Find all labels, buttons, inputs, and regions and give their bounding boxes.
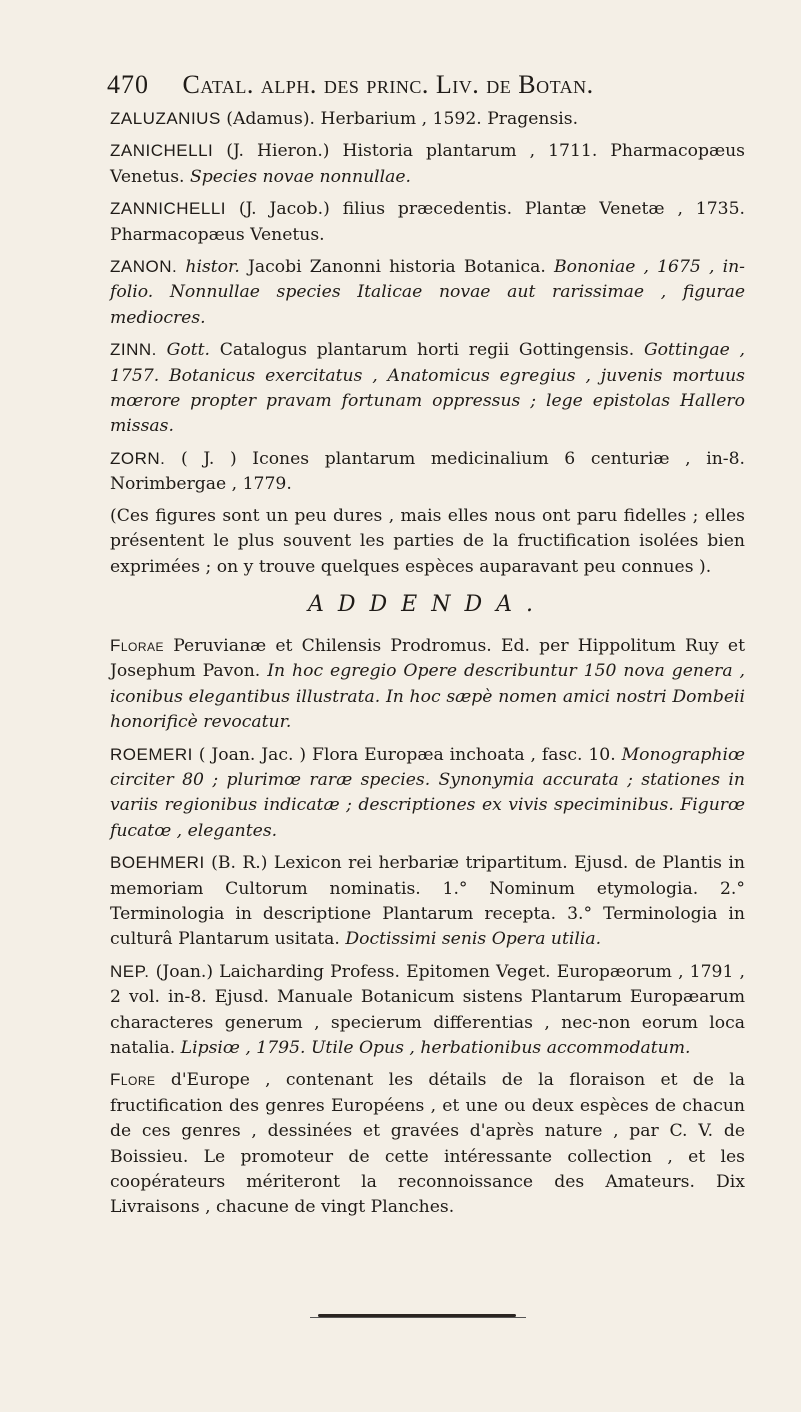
entry-zaluzanius (110, 106, 745, 132)
entry-name: Flore (110, 1070, 156, 1090)
entry-zannichelli (110, 196, 745, 248)
entry-text: d'Europe , contenant les détails de la floraison et de la fructification des genres Européens , et une ou deux espèces de chacun de ces genres , dessinées et gravées d'après nature , par C. V. de Boissieu. Le promoteur de cette intéressante collection , et les coopérateurs mériteront la reconnoissance des Amateurs. Dix Livraisons , chacune de vingt Planches. (110, 1070, 745, 1218)
addenda-entry-boehmeri (110, 850, 745, 953)
addenda-heading: ADDENDA. (308, 591, 547, 617)
entry-italic: Doctissimi senis Opera utilia. (345, 929, 602, 950)
addenda-entry-florae (110, 633, 745, 736)
entry-text: (Adamus). Herbarium , 1592. Pragensis. (226, 109, 579, 129)
entry-zanichelli (110, 138, 745, 190)
entry-name: ZORN. (110, 448, 166, 468)
entry-name: ROEMERI (110, 744, 193, 764)
entry-name: ZANNICHELLI (110, 199, 227, 219)
entry-zanon (110, 254, 745, 331)
entry-text: (B. R.) Lexicon rei herbariæ tripartitum. Ejusd. de Plantis in memoriam Cultorum nominatis. 1.° Nominum etymologia. 2.° Terminologia in descriptione Plantarum recepta. 3.° Terminologia in culturâ Plantarum usitata. (110, 853, 745, 950)
entry-italic: Monographiœ circiter 80 ; plurimœ raræ species. Synonymia accurata ; stationes in variis regionibus indicatæ ; descriptiones ex vivis speciminibus. Figurœ fucatœ , elegantes. (110, 744, 745, 841)
entry-name: BOEHMERI (110, 853, 205, 873)
entry-italic-lead: histor. (185, 257, 240, 278)
end-rule (318, 1314, 516, 1317)
addenda-entry-roemeri (110, 742, 745, 845)
entry-italic: Bononiae , 1675 , in-folio. Nonnullae species Italicae novae aut rarissimae , figurae mediocres. (110, 257, 745, 328)
entry-zorn (110, 446, 745, 498)
entry-name: NEP. (110, 961, 150, 981)
page-number: 470 (107, 70, 149, 99)
entry-italic: Lipsiœ , 1795. Utile Opus , herbationibus accommodatum. (180, 1038, 691, 1058)
entry-text: ( J. ) Icones plantarum medicinalium 6 centuriæ , in-8. Norimbergae , 1779. (110, 448, 745, 495)
end-rule-thin (310, 1317, 526, 1318)
addenda-entry-flore (110, 1067, 745, 1220)
entry-text: (Joan.) Laicharding Profess. Epitomen Veget. Europæorum , 1791 , 2 vol. in-8. Ejusd. Manuale Botanicum sistens Plantarum Europæarum characteres generum , specierum differentias , nec-non eorum loca natalia. (110, 961, 745, 1058)
entry-text: ( Joan. Jac. ) Flora Europæa inchoata , fasc. 10. (198, 744, 616, 765)
entry-italic: In hoc egregio Opere describuntur 150 nova genera , iconibus elegantibus illustrata. In hoc sæpè nomen amici nostri Dombeii honorificè revocatur. (110, 661, 746, 733)
entry-text: Jacobi Zanonni historia Botanica. (247, 257, 546, 278)
entry-text: (J. Jacob.) filius præcedentis. Plantæ Venetæ , 1735. Pharmacopæus Venetus. (110, 199, 745, 245)
running-header (107, 70, 745, 100)
entry-text: Peruvianæ et Chilensis Prodromus. Ed. per Hippolitum Ruy et Josephum Pavon. (110, 635, 745, 682)
entry-name: ZANICHELLI (110, 141, 214, 161)
entry-text: (J. Hieron.) Historia plantarum , 1711. Pharmacopæus Venetus. (110, 141, 745, 187)
entry-text: Catalogus plantarum horti regii Gottingensis. (219, 340, 635, 361)
running-title: Catal. alph. des princ. Liv. de Botan. (182, 70, 594, 99)
entry-italic-lead: Gott. (166, 340, 210, 361)
entry-name: ZALUZANIUS (110, 109, 221, 128)
zorn-note: (Ces figures sont un peu dures , mais elles nous ont paru fidelles ; elles présentent le plus souvent les parties de la fructification isolées bien exprimées ; on y trouve quelques espèces auparavant peu connues ). (110, 505, 745, 577)
entry-zinn (110, 337, 745, 440)
entry-italic: Species novae nonnullae. (189, 166, 412, 187)
entry-name: ZINN. (110, 340, 157, 360)
entry-name: Florae (110, 635, 165, 655)
addenda-entry-nep (110, 959, 745, 1062)
entry-italic: Gottingae , 1757. Botanicus exercitatus , Anatomicus egregius , juvenis mortuus mœrore propter pravam fortunam oppressus ; lege epistolas Hallero missas. (110, 340, 746, 437)
entry-name: ZANON. (110, 257, 178, 277)
